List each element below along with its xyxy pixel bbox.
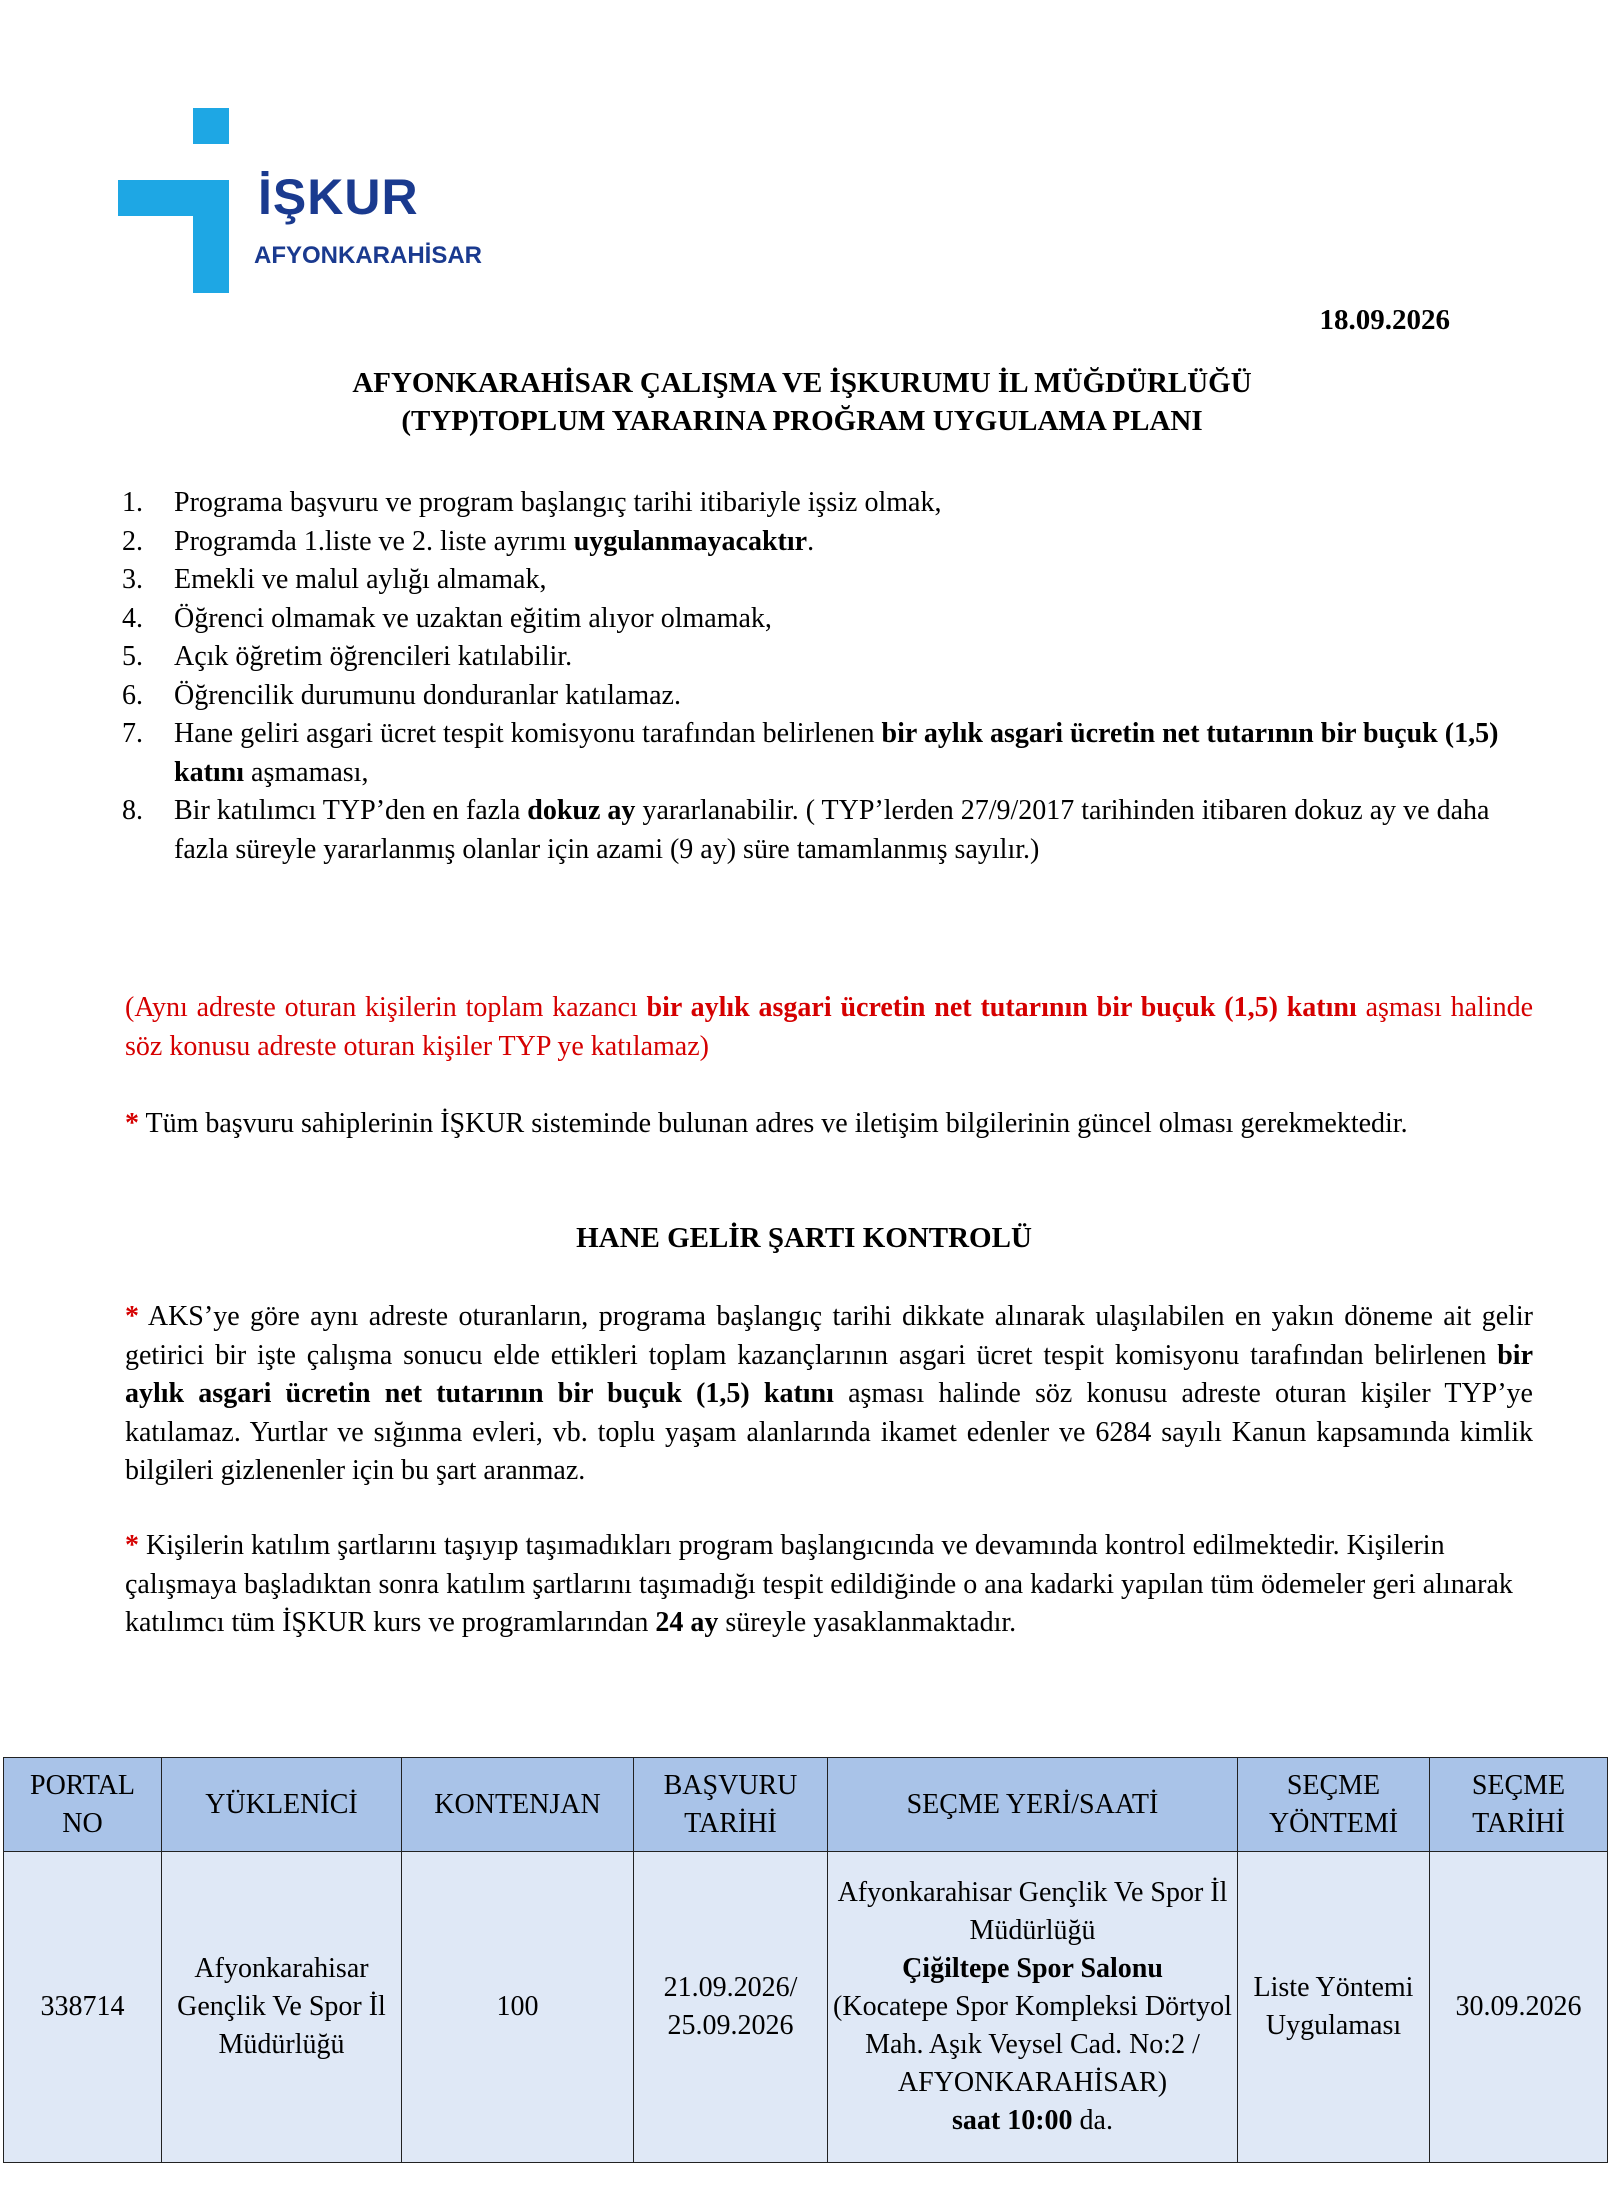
eligibility-control-paragraph: * Kişilerin katılım şartlarını taşıyıp taşımadıkları program başlangıcında ve devamında kontrol edilmektedir. Kişilerin çalışmaya başladıktan sonra katılım şartlarını taşımadığı tespit edildiğinde o ana kadarki yapılan tüm ödemeler geri alınarak katılımcı tüm İŞKUR kurs ve programlarından 24 ay süreyle yasaklanmaktadır. bbox=[125, 1530, 1513, 1638]
cell-secme-yeri: Afyonkarahisar Gençlik Ve Spor İl Müdürlüğü Çiğiltepe Spor Salonu (Kocatepe Spor Kompleksi Dörtyol Mah. Aşık Veysel Cad. No:2 / AFYONKARAHİSAR) saat 10:00 da. bbox=[828, 1852, 1238, 2163]
list-item: 3. Emekli ve malul aylığı almamak, bbox=[122, 564, 547, 595]
cell-yuklenici: Afyonkarahisar Gençlik Ve Spor İl Müdürlüğü bbox=[162, 1852, 402, 2163]
section-title: HANE GELİR ŞARTI KONTROLÜ bbox=[576, 1222, 1032, 1254]
list-item: 8. Bir katılımcı TYP’den en fazla dokuz ay yararlanabilir. ( TYP’lerden 27/9/2017 tarihinden itibaren dokuz ay ve daha fazla süreyle yararlanmış olanlar için azami (9 ay) süre tamamlanmış sayılır.) bbox=[122, 795, 1490, 865]
list-item: 2. Programda 1.liste ve 2. liste ayrımı uygulanmayacaktır. bbox=[122, 525, 815, 557]
list-item: 5. Açık öğretim öğrencileri katılabilir. bbox=[122, 641, 573, 672]
household-income-note: (Aynı adreste oturan kişilerin toplam kazancı bir aylık asgari ücretin net tutarının bir buçuk (1,5) katını aşması halinde söz konusu adreste oturan kişiler TYP ye katılamaz) bbox=[125, 992, 1534, 1062]
household-income-paragraph: * AKS’ye göre aynı adreste oturanların, programa başlangıç tarihi dikkate alınarak ulaşılabilen en yakın döneme ait gelir getirici bir işte çalışma sonucu elde ettikleri toplam kazançlarının asgari ücret tespit komisyonu tarafından belirlenen bir aylık asgari ücretin net tutarının bir buçuk (1,5) katını aşması halinde söz konusu adreste oturan kişiler TYP’ye katılamaz. Yurtlar ve sığınma evleri, vb. toplu yaşam alanlarında ikamet edenler ve 6284 sayılı Kanun kapsamında kimlik bilgileri gizlenenler için bu şart aranmaz. bbox=[125, 1301, 1533, 1486]
iskur-logo bbox=[118, 108, 498, 293]
list-item: 7. Hane geliri asgari ücret tespit komisyonu tarafından belirlenen bir aylık asgari ücretin net tutarının bir buçuk (1,5) katını aşmaması, bbox=[122, 718, 1499, 788]
requirements-list bbox=[122, 484, 1542, 869]
header-basvuru-tarihi: BAŞVURU TARİHİ bbox=[634, 1758, 828, 1852]
cell-portal-no: 338714 bbox=[4, 1852, 162, 2163]
document-title-line1: AFYONKARAHİSAR ÇALIŞMA VE İŞKURUMU İL MÜĞDÜRLÜĞÜ bbox=[352, 367, 1252, 399]
header-secme-tarihi: SEÇME TARİHİ bbox=[1430, 1758, 1608, 1852]
list-item: 4. Öğrenci olmamak ve uzaktan eğitim alıyor olmamak, bbox=[122, 602, 772, 634]
header-secme-yeri: SEÇME YERİ/SAATİ bbox=[828, 1758, 1238, 1852]
cell-basvuru-tarihi: 21.09.2026/ 25.09.2026 bbox=[634, 1852, 828, 2163]
document-title-line2: (TYP)TOPLUM YARARINA PROĞRAM UYGULAMA PLANI bbox=[401, 405, 1203, 437]
program-table bbox=[3, 1757, 1608, 2163]
cell-secme-tarihi: 30.09.2026 bbox=[1430, 1852, 1608, 2163]
logo-city: AFYONKARAHİSAR bbox=[254, 242, 482, 269]
cell-secme-yontemi: Liste Yöntemi Uygulaması bbox=[1238, 1852, 1430, 2163]
header-kontenjan: KONTENJAN bbox=[402, 1758, 634, 1852]
iskur-cross-icon bbox=[118, 108, 238, 293]
list-item: 1. Programa başvuru ve program başlangıç tarihi itibariyle işsiz olmak, bbox=[122, 487, 942, 518]
cell-kontenjan: 100 bbox=[402, 1852, 634, 2163]
list-item: 6. Öğrencilik durumunu donduranlar katılamaz. bbox=[122, 679, 681, 711]
header-portal-no: PORTAL NO bbox=[4, 1758, 162, 1852]
table-header-row bbox=[4, 1758, 1608, 1852]
document-date: 18.09.2026 bbox=[1319, 304, 1450, 336]
table-row bbox=[4, 1852, 1608, 2163]
header-yuklenici: YÜKLENİCİ bbox=[162, 1758, 402, 1852]
logo-name: İŞKUR bbox=[258, 169, 419, 225]
contact-info-notice: * Tüm başvuru sahiplerinin İŞKUR sisteminde bulunan adres ve iletişim bilgilerinin güncel olması gerekmektedir. bbox=[125, 1108, 1408, 1139]
header-secme-yontemi: SEÇME YÖNTEMİ bbox=[1238, 1758, 1430, 1852]
